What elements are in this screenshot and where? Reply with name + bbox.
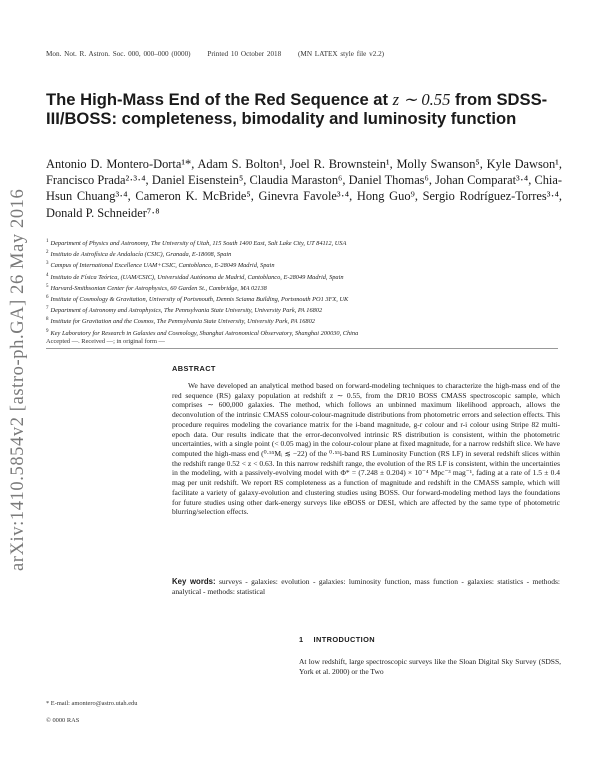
- arxiv-identifier: arXiv:1410.5854v2 [astro-ph.GA] 26 May 2016: [8, 188, 28, 572]
- affiliation-number: 3: [46, 261, 49, 267]
- affiliation-item: [46, 237, 566, 248]
- affiliation-number: 8: [46, 317, 49, 323]
- affiliation-number: 2: [46, 250, 49, 256]
- affiliation-list: [46, 237, 566, 338]
- affiliation-text: Institute for Gravitation and the Cosmos, The Pennsylvania State University, University Park, PA 16802: [50, 318, 315, 326]
- affiliation-item: [46, 248, 566, 259]
- section-heading: [299, 635, 385, 644]
- affiliation-number: 1: [46, 239, 49, 244]
- affiliation-number: 9: [46, 328, 49, 334]
- introduction-text: At low redshift, large spectroscopic surveys like the Sloan Digital Sky Survey (SDSS, York et al. 2000) or the Two: [299, 657, 561, 676]
- affiliation-text: Harvard-Smithsonian Center for Astrophysics, 60 Garden St., Cambridge, MA 02138: [50, 284, 267, 292]
- author-list: Antonio D. Montero-Dorta¹*, Adam S. Bolton¹, Joel R. Brownstein¹, Molly Swanson⁵, Kyle Dawson¹, Francisco Prada²·³·⁴, Daniel Eisenstein⁵, Claudia Maraston⁶, Daniel Thomas⁶, Johan Comparat³·⁴, Chia-Hsun Chuang³·⁴, Cameron K. McBride⁵, Ginevra Favole³·⁴, Hong Guo⁹, Sergio Rodríguez-Torres³·⁴, Donald P. Schneider⁷·⁸: [46, 157, 562, 220]
- affiliation-text: Instituto de Física Teórica, (UAM/CSIC), Universidad Autónoma de Madrid, Cantoblanco, E-28049 Madrid, Spain: [50, 273, 344, 281]
- affiliation-item: [46, 282, 566, 293]
- affiliation-text: Key Laboratory for Research in Galaxies and Cosmology, Shanghai Astronomical Observatory, Shanghai 200030, China: [50, 329, 359, 337]
- affiliation-item: [46, 293, 566, 304]
- journal-citation: Mon. Not. R. Astron. Soc. 000, 000–000 (0000): [46, 50, 191, 58]
- affiliation-number: 4: [46, 272, 49, 278]
- abstract-heading: ABSTRACT: [172, 364, 216, 373]
- section-title: INTRODUCTION: [313, 635, 375, 644]
- paper-title: [46, 90, 566, 128]
- email-footnote: * E-mail: amontero@astro.utah.edu: [46, 700, 138, 707]
- affiliation-item: [46, 259, 566, 270]
- keywords: [172, 577, 560, 596]
- affiliation-text: Department of Astronomy and Astrophysics, The Pennsylvania State University, University Park, PA 16802: [50, 307, 323, 315]
- style-file-note: (MN LATEX style file v2.2): [298, 50, 385, 58]
- keywords-text: surveys - galaxies: evolution - galaxies: luminosity function, mass function - galaxies: statistics - methods: analytical - methods: statistical: [172, 577, 561, 596]
- title-math: z ∼ 0.55: [392, 90, 451, 109]
- accepted-line: Accepted —. Received —; in original form —: [46, 338, 165, 345]
- section-number: 1: [299, 635, 304, 644]
- printed-date: Printed 10 October 2018: [207, 50, 282, 58]
- affiliation-number: 5: [46, 283, 49, 289]
- affiliation-text: Department of Physics and Astronomy, The University of Utah, 115 South 1400 East, Salt Lake City, UT 84112, USA: [50, 240, 347, 248]
- affiliation-text: Institute of Cosmology & Gravitation, University of Portsmouth, Dennis Sciama Building, Portsmouth PO1 3FX, UK: [50, 296, 349, 304]
- affiliation-item: [46, 304, 566, 315]
- running-header: [46, 50, 398, 58]
- affiliation-item: [46, 271, 566, 282]
- affiliation-number: 7: [46, 306, 49, 312]
- copyright-notice: © 0000 RAS: [46, 717, 80, 724]
- affiliation-number: 6: [46, 295, 49, 301]
- affiliation-text: Instituto de Astrofísica de Andalucía (CSIC), Granada, E-18008, Spain: [50, 251, 232, 259]
- title-part-1: The High-Mass End of the Red Sequence at: [46, 90, 393, 109]
- divider-rule: [46, 348, 558, 349]
- affiliation-item: [46, 327, 566, 338]
- affiliation-item: [46, 315, 566, 326]
- title-part-2: from SDSS-III/BOSS: completeness, bimodality and luminosity function: [46, 90, 548, 128]
- affiliation-text: Campus of International Excellence UAM+CSIC, Cantoblanco, E-28049 Madrid, Spain: [50, 262, 275, 270]
- abstract-body: We have developed an analytical method based on forward-modeling techniques to characterize the high-mass end of the red sequence (RS) galaxy population at redshift z ∼ 0.55, from the DR10 BOSS CMASS spectroscopic sample, which comprises ∼ 600,000 galaxies. The method, which follows an unbinned maximum likelihood approach, allows the deconvolution of the intrinsic CMASS colour-colour-magnitude distributions from photometric errors and selection effects. This procedure requires modeling the covariance matrix for the i-band magnitude, g-r colour and r-i colour using Stripe 82 multi-epoch data. Our results indicate that the error-deconvolved intrinsic RS distribution is consistent, within the photometric uncertainties, with a single point (< 0.05 mag) in the colour-colour plane at fixed magnitude, for a narrow redshift slice. We have computed the high-mass end (⁰·⁵⁵Mᵢ ≲ −22) of the ⁰·⁵⁵i-band RS Luminosity Function (RS LF) in several redshift slices within the redshift range 0.52 < z < 0.63. In this narrow redshift range, the evolution of the RS LF is consistent, within the uncertainties in the modeling, with a passively-evolving model with Φ* = (7.248 ± 0.204) × 10⁻⁴ Mpc⁻³ mag⁻¹, fading at a rate of 1.5 ± 0.4 mag per unit redshift. We report RS completeness as a function of magnitude and redshift in the CMASS sample, which will facilitate a variety of galaxy-evolution and clustering studies using BOSS. Our forward-modeling method lays the foundations for future studies using other dark-energy surveys like eBOSS or DESI, which are affected by the same type of photometric blurring/selection effects.: [172, 381, 560, 517]
- keywords-label: Key words:: [172, 577, 216, 586]
